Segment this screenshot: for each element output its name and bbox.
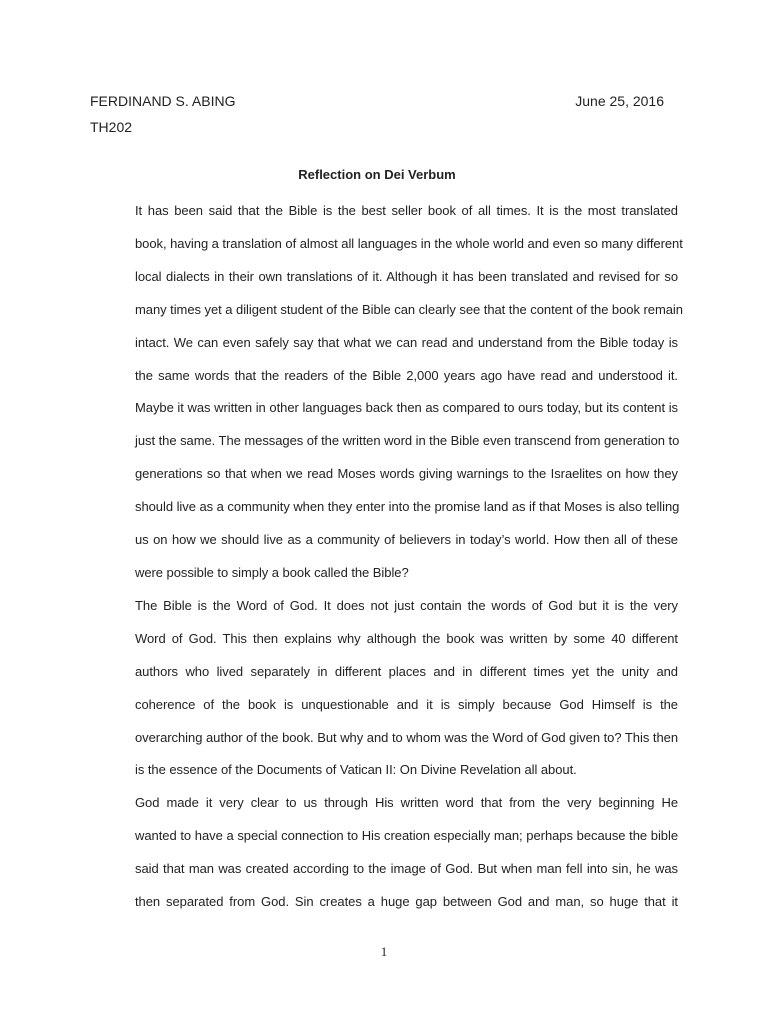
document-date: June 25, 2016 <box>575 93 664 109</box>
paragraph-line: coherence of the book is unquestionable and it is simply because God Himself is the <box>135 696 678 712</box>
paragraph-line: were possible to simply a book called the Bible? <box>135 564 409 580</box>
author-name: FERDINAND S. ABING <box>90 93 236 109</box>
paragraph-line: local dialects in their own translations of it. Although it has been translated and revised for so <box>135 268 678 284</box>
paragraph-line: many times yet a diligent student of the Bible can clearly see that the content of the book remain <box>135 301 683 317</box>
paragraph-1 <box>90 195 683 590</box>
document-title: Reflection on Dei Verbum <box>298 167 456 182</box>
paragraph-line: God made it very clear to us through His written word that from the very beginning He <box>135 795 678 811</box>
paragraph-line: intact. We can even safely say that what we can read and understand from the Bible today is <box>135 334 678 350</box>
paragraph-line: then separated from God. Sin creates a huge gap between God and man, so huge that it <box>135 894 678 910</box>
paragraph-line: is the essence of the Documents of Vatican II: On Divine Revelation all about. <box>135 762 577 778</box>
paragraph-line: authors who lived separately in different places and in different times yet the unity and <box>135 663 678 679</box>
paragraph-line: Word of God. This then explains why although the book was written by some 40 different <box>135 630 678 646</box>
paragraph-2 <box>90 590 678 787</box>
paragraph-3 <box>90 787 678 919</box>
page-number: 1 <box>380 944 388 959</box>
paragraph-line: should live as a community when they enter into the promise land as if that Moses is also telling <box>135 499 680 515</box>
paragraph-line: us on how we should live as a community of believers in today’s world. How then all of these <box>135 532 678 548</box>
paragraph-line: wanted to have a special connection to His creation especially man; perhaps because the bible <box>135 828 678 844</box>
paragraph-line: the same words that the readers of the Bible 2,000 years ago have read and understood it. <box>135 367 678 383</box>
paragraph-line: Maybe it was written in other languages back then as compared to ours today, but its content is <box>135 400 678 416</box>
paragraph-line: said that man was created according to the image of God. But when man fell into sin, he was <box>135 861 678 877</box>
paragraph-line: just the same. The messages of the written word in the Bible even transcend from generation to <box>135 433 680 449</box>
document-body <box>90 195 683 919</box>
paragraph-line: generations so that when we read Moses words giving warnings to the Israelites on how they <box>135 466 678 482</box>
paragraph-line: overarching author of the book. But why and to whom was the Word of God given to? This then <box>135 729 678 745</box>
paragraph-line: book, having a translation of almost all languages in the whole world and even so many different <box>135 235 683 251</box>
course-code: TH202 <box>90 119 133 135</box>
paragraph-line: The Bible is the Word of God. It does not just contain the words of God but it is the very <box>135 597 678 613</box>
paragraph-line: It has been said that the Bible is the best seller book of all times. It is the most translated <box>135 203 678 218</box>
